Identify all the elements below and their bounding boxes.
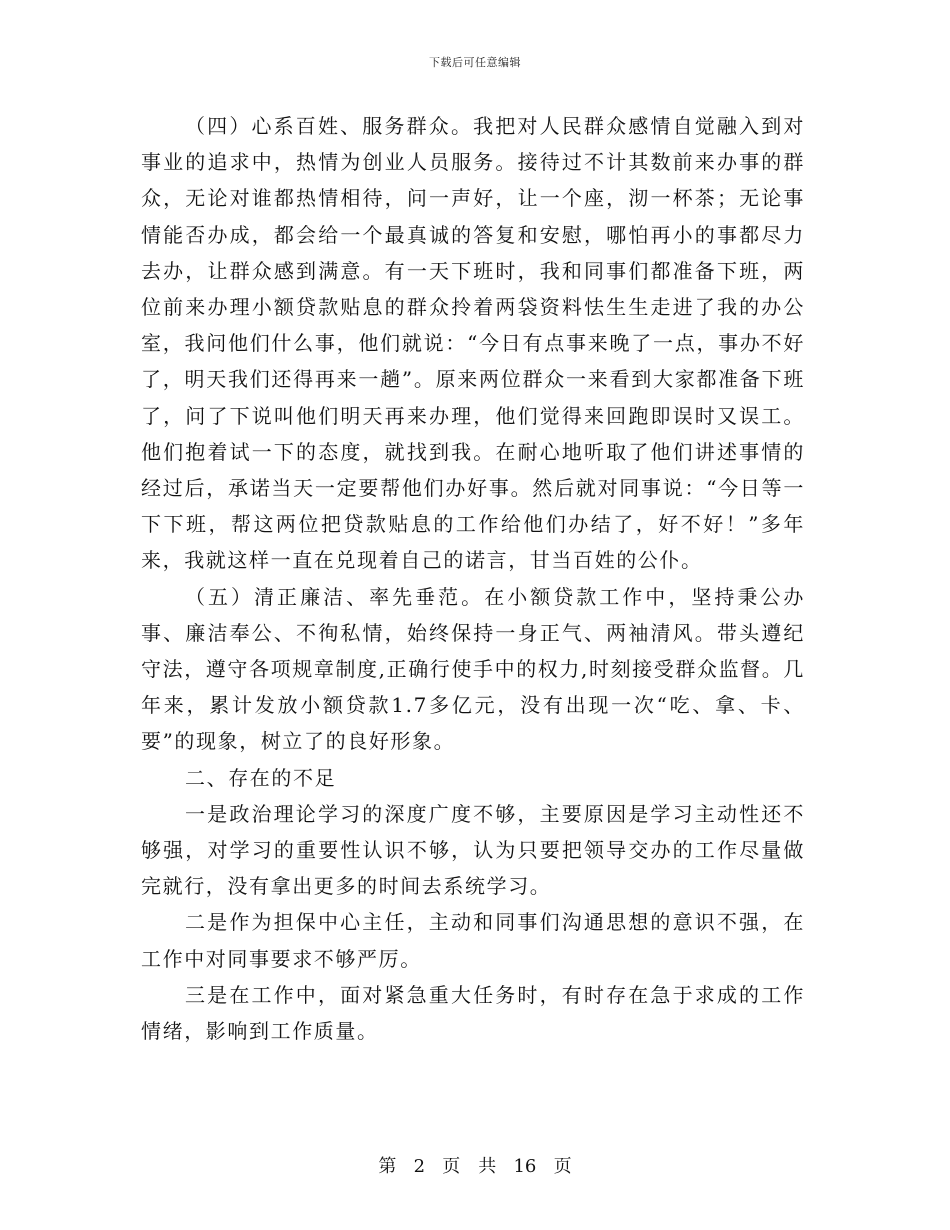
paragraph-shortcoming-2: 二是作为担保中心主任，主动和同事们沟通思想的意识不强，在工作中对同事要求不够严厉。 bbox=[141, 910, 805, 971]
paragraph-serve-public: （四）心系百姓、服务群众。我把对人民群众感情自觉融入到对事业的追求中，热情为创业人员服务。接待过不计其数前来办事的群众，无论对谁都热情相待，问一声好，让一个座，沏一杯茶；无论事情能否办成，都会给一个最真诚的答复和安慰，哪怕再小的事都尽力去办，让群众感到满意。有一天下班时，我和同事们都准备下班，两位前来办理小额贷款贴息的群众拎着两袋资料怯生生走进了我的办公室，我问他们什么事，他们就说：“今日有点事来晚了一点，事办不好了，明天我们还得再来一趟”。原来两位群众一来看到大家都准备下班了，问了下说叫他们明天再来办理，他们觉得来回跑即误时又误工。他们抱着试一下的态度，就找到我。在耐心地听取了他们讲述事情的经过后，承诺当天一定要帮他们办好事。然后就对同事说：“今日等一下下班，帮这两位把贷款贴息的工作给他们办结了，好不好！”多年来，我就这样一直在兑现着自己的诺言，甘当百姓的公仆。 bbox=[141, 114, 805, 573]
page-header-note: 下载后可任意编辑 bbox=[429, 56, 521, 69]
page-number-footer bbox=[0, 1152, 950, 1178]
paragraph-integrity: （五）清正廉洁、率先垂范。在小额贷款工作中，坚持秉公办事、廉洁奉公、不徇私情，始终保持一身正气、两袖清风。带头遵纪守法，遵守各项规章制度,正确行使手中的权力,时刻接受群众监督。几年来，累计发放小额贷款1.7多亿元，没有出现一次“吃、拿、卡、要”的现象，树立了的良好形象。 bbox=[141, 584, 805, 754]
footer-current-page: 2 bbox=[413, 1156, 426, 1177]
paragraph-shortcoming-1: 一是政治理论学习的深度广度不够，主要原因是学习主动性还不够强，对学习的重要性认识不够，认为只要把领导交办的工作尽量做完就行，没有拿出更多的时间去系统学习。 bbox=[141, 801, 805, 899]
document-body bbox=[141, 108, 805, 1049]
section-heading-shortcomings: 二、存在的不足 bbox=[185, 765, 337, 790]
footer-suffix: 页 bbox=[553, 1156, 572, 1177]
footer-middle: 页 共 bbox=[442, 1156, 497, 1177]
footer-prefix: 第 bbox=[378, 1156, 397, 1177]
paragraph-shortcoming-3: 三是在工作中，面对紧急重大任务时，有时存在急于求成的工作情绪，影响到工作质量。 bbox=[141, 982, 805, 1044]
footer-total-pages: 16 bbox=[513, 1156, 537, 1177]
